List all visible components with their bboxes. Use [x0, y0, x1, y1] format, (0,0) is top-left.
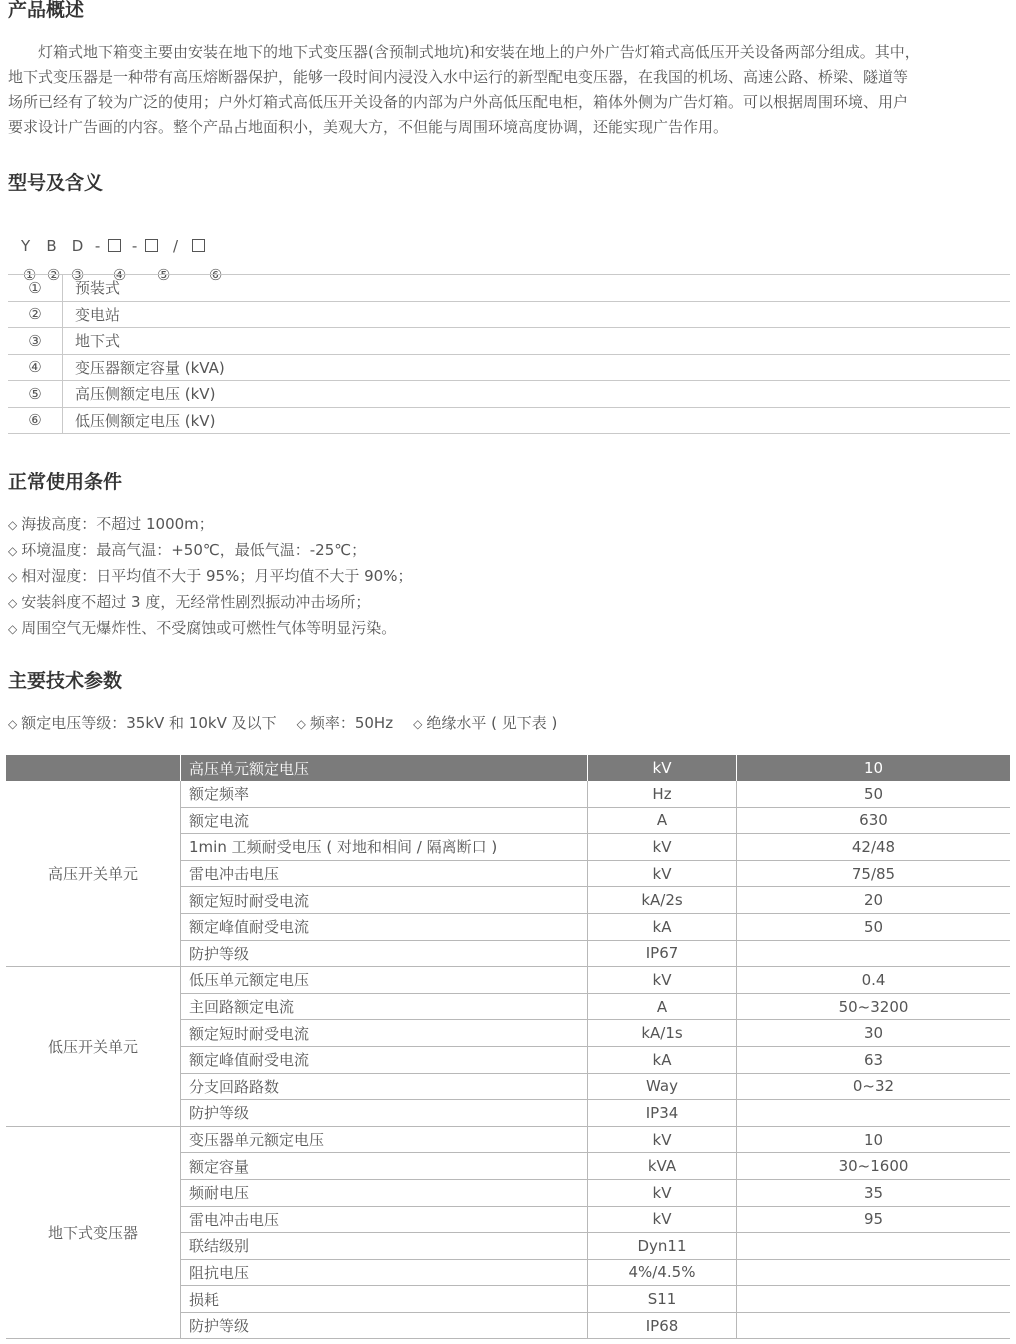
- param-unit: kA: [588, 1046, 737, 1073]
- param-name: 防护等级: [181, 940, 588, 967]
- param-unit: kA/2s: [588, 887, 737, 914]
- meaning-text: 地下式: [63, 328, 1011, 355]
- param-name: 主回路额定电流: [181, 993, 588, 1020]
- summary-item: 绝缘水平 ( 见下表 ): [426, 714, 558, 732]
- params-title: 主要技术参数: [8, 671, 123, 692]
- param-unit: Hz: [588, 781, 737, 807]
- param-value: 30~1600: [737, 1153, 1011, 1180]
- param-value: 75/85: [737, 860, 1011, 887]
- table-header-row: [6, 755, 1010, 781]
- model-number: ①: [22, 266, 37, 284]
- list-item: [8, 512, 412, 538]
- table-row: [6, 1126, 1010, 1153]
- param-unit: S11: [588, 1286, 737, 1313]
- param-unit: Dyn11: [588, 1233, 737, 1260]
- diamond-bullet-icon: ◇: [8, 717, 18, 731]
- param-value: 50: [737, 913, 1011, 940]
- header-group-cell: [6, 755, 181, 781]
- summary-item: 频率：50Hz: [309, 714, 394, 732]
- diamond-bullet-icon: ◇: [8, 570, 18, 584]
- table-row: [6, 967, 1010, 994]
- param-unit: kA: [588, 913, 737, 940]
- param-value: 630: [737, 807, 1011, 834]
- model-title: 型号及含义: [8, 173, 104, 194]
- param-value: 50~3200: [737, 993, 1011, 1020]
- diamond-bullet-icon: ◇: [8, 518, 18, 532]
- param-name: 联结级别: [181, 1233, 588, 1260]
- params-body: [6, 781, 1010, 1339]
- param-unit: kV: [588, 1126, 737, 1153]
- param-unit: A: [588, 807, 737, 834]
- overview-line: 要求设计广告画的内容。整个产品占地面积小，美观大方，不但能与周围环境高度协调，还能实现广告作用。: [8, 118, 729, 136]
- overview-line: 场所已经有了较为广泛的使用；户外灯箱式高低压开关设备的内部为户外高低压配电柜，箱体外侧为广告灯箱。可以根据周围环境、用户: [8, 93, 909, 111]
- group-label: 高压开关单元: [6, 781, 181, 967]
- model-code-char: -: [131, 237, 138, 255]
- param-name: 额定峰值耐受电流: [181, 1046, 588, 1073]
- table-row: [8, 301, 1010, 328]
- condition-text: 周围空气无爆炸性、不受腐蚀或可燃性气体等明显污染。: [21, 619, 397, 637]
- condition-text: 海拔高度：不超过 1000m；: [21, 515, 214, 533]
- meaning-num: ④: [8, 354, 63, 381]
- param-name: 额定短时耐受电流: [181, 1020, 588, 1047]
- summary-item: 额定电压等级：35kV 和 10kV 及以下: [21, 714, 277, 732]
- model-code-char: D: [71, 237, 84, 255]
- param-name: 额定峰值耐受电流: [181, 913, 588, 940]
- model-number: ④: [112, 266, 127, 284]
- param-value: 50: [737, 781, 1011, 807]
- model-code-char: B: [46, 237, 57, 255]
- overview-paragraph: [8, 40, 1012, 140]
- param-value: 10: [737, 1126, 1011, 1153]
- param-unit: Way: [588, 1073, 737, 1100]
- list-item: [8, 564, 412, 590]
- param-unit: kV: [588, 967, 737, 994]
- param-unit: kV: [588, 1179, 737, 1206]
- param-unit: kVA: [588, 1153, 737, 1180]
- table-row: [8, 275, 1010, 302]
- param-name: 额定电流: [181, 807, 588, 834]
- param-name: 阻抗电压: [181, 1259, 588, 1286]
- param-name: 分支回路路数: [181, 1073, 588, 1100]
- meaning-num: ⑤: [8, 381, 63, 408]
- table-row: [8, 354, 1010, 381]
- conditions-title: 正常使用条件: [8, 472, 123, 493]
- param-value: 63: [737, 1046, 1011, 1073]
- meaning-text: 变压器额定容量 (kVA): [63, 354, 1011, 381]
- param-name: 频耐电压: [181, 1179, 588, 1206]
- param-name: 雷电冲击电压: [181, 1206, 588, 1233]
- conditions-list: [8, 512, 412, 642]
- overview-line: 地下式变压器是一种带有高压熔断器保护，能够一段时间内浸没入水中运行的新型配电变压器，在我国的机场、高速公路、桥梁、隧道等: [8, 68, 909, 86]
- overview-line: 灯箱式地下箱变主要由安装在地下的地下式变压器(含预制式地坑)和安装在地上的户外广告灯箱式高低压开关设备两部分组成。其中，: [8, 43, 920, 61]
- diamond-bullet-icon: ◇: [8, 596, 18, 610]
- param-value: 20: [737, 887, 1011, 914]
- param-value: [737, 1100, 1011, 1127]
- list-item: [8, 616, 412, 642]
- param-value: [737, 1312, 1011, 1339]
- param-value: 0~32: [737, 1073, 1011, 1100]
- param-name: 1min 工频耐受电压 ( 对地和相间 / 隔离断口 ): [181, 834, 588, 861]
- table-row: [8, 328, 1010, 355]
- param-unit: IP67: [588, 940, 737, 967]
- meaning-text: 高压侧额定电压 (kV): [63, 381, 1011, 408]
- model-code-char: -: [94, 237, 101, 255]
- param-name: 低压单元额定电压: [181, 967, 588, 994]
- header-name: 高压单元额定电压: [181, 755, 588, 781]
- param-value: [737, 1259, 1011, 1286]
- model-number: ⑥: [208, 266, 223, 284]
- model-number: ⑤: [156, 266, 171, 284]
- model-code-char: /: [173, 237, 179, 255]
- diamond-bullet-icon: ◇: [296, 717, 306, 731]
- meaning-text: 预装式: [63, 275, 1011, 302]
- condition-text: 安装斜度不超过 3 度，无经常性剧烈振动冲击场所；: [21, 593, 371, 611]
- model-meaning-table: [8, 274, 1010, 434]
- param-unit: IP68: [588, 1312, 737, 1339]
- param-name: 额定短时耐受电流: [181, 887, 588, 914]
- param-unit: kV: [588, 860, 737, 887]
- header-unit: kV: [588, 755, 737, 781]
- list-item: [8, 590, 412, 616]
- overview-title: 产品概述: [8, 0, 85, 21]
- param-name: 防护等级: [181, 1100, 588, 1127]
- param-unit: kA/1s: [588, 1020, 737, 1047]
- param-value: 35: [737, 1179, 1011, 1206]
- group-label: 低压开关单元: [6, 967, 181, 1127]
- param-unit: A: [588, 993, 737, 1020]
- params-summary: [8, 712, 557, 733]
- param-name: 额定容量: [181, 1153, 588, 1180]
- model-number: ③: [70, 266, 85, 284]
- params-table: [6, 755, 1010, 1339]
- meaning-num: ③: [8, 328, 63, 355]
- param-value: [737, 1233, 1011, 1260]
- param-name: 雷电冲击电压: [181, 860, 588, 887]
- param-name: 损耗: [181, 1286, 588, 1313]
- param-unit: IP34: [588, 1100, 737, 1127]
- meaning-num: ②: [8, 301, 63, 328]
- param-unit: kV: [588, 834, 737, 861]
- meaning-text: 变电站: [63, 301, 1011, 328]
- table-row: [8, 407, 1010, 434]
- param-name: 变压器单元额定电压: [181, 1126, 588, 1153]
- param-unit: kV: [588, 1206, 737, 1233]
- param-value: 0.4: [737, 967, 1011, 994]
- condition-text: 相对湿度：日平均值不大于 95%；月平均值不大于 90%；: [21, 567, 413, 585]
- param-name: 防护等级: [181, 1312, 588, 1339]
- model-code-char: Y: [20, 237, 31, 255]
- table-row: [6, 781, 1010, 807]
- param-value: 42/48: [737, 834, 1011, 861]
- list-item: [8, 538, 412, 564]
- param-value: 30: [737, 1020, 1011, 1047]
- param-name: 额定频率: [181, 781, 588, 807]
- header-value: 10: [737, 755, 1011, 781]
- table-row: [8, 381, 1010, 408]
- diamond-bullet-icon: ◇: [413, 717, 423, 731]
- param-value: [737, 1286, 1011, 1313]
- meaning-num: ⑥: [8, 407, 63, 434]
- diamond-bullet-icon: ◇: [8, 622, 18, 636]
- param-value: [737, 940, 1011, 967]
- diamond-bullet-icon: ◇: [8, 544, 18, 558]
- group-label: 地下式变压器: [6, 1126, 181, 1339]
- meaning-num: ①: [8, 275, 63, 302]
- param-unit: 4%/4.5%: [588, 1259, 737, 1286]
- condition-text: 环境温度：最高气温：+50℃，最低气温：-25℃；: [21, 541, 367, 559]
- param-value: 95: [737, 1206, 1011, 1233]
- meaning-text: 低压侧额定电压 (kV): [63, 407, 1011, 434]
- model-number: ②: [46, 266, 61, 284]
